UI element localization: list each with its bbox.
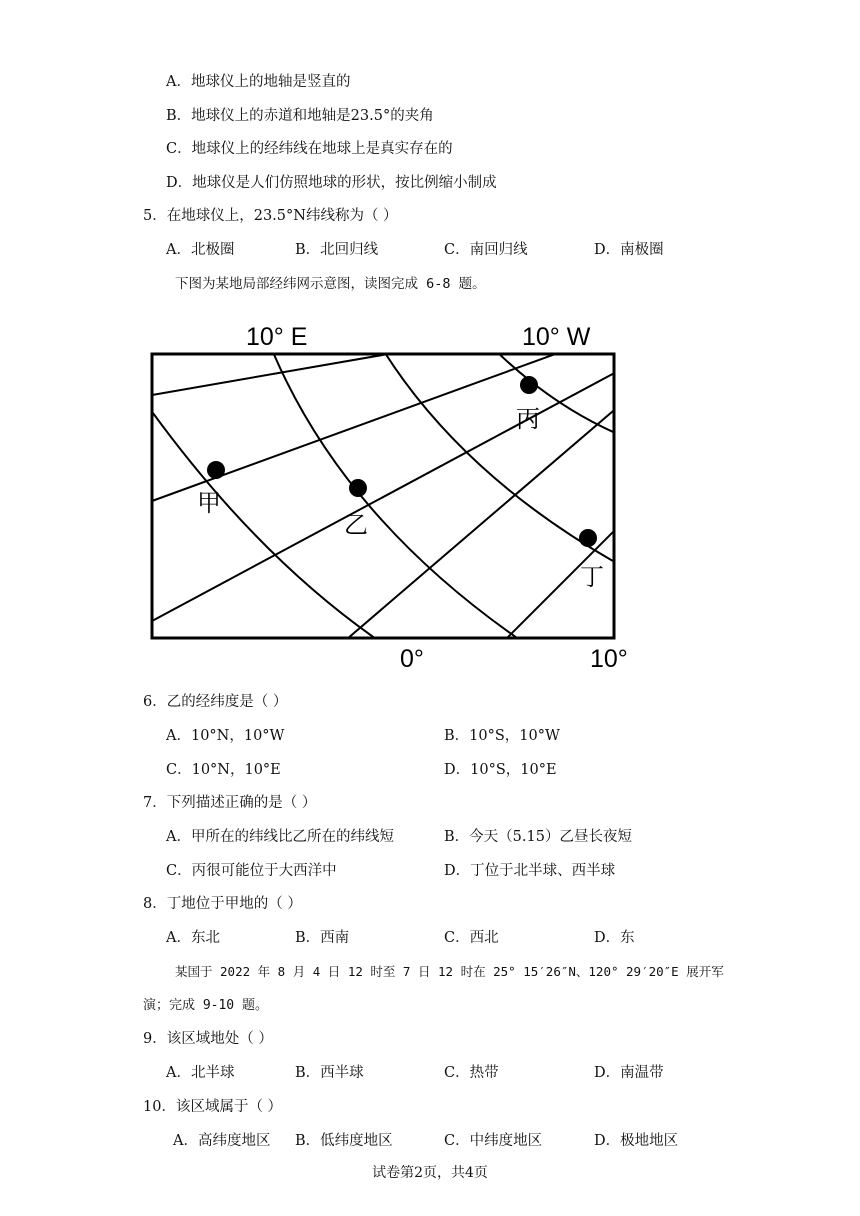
- intro-6-8: 下图为某地局部经纬网示意图，读图完成 6-8 题。: [175, 276, 486, 292]
- page-footer: 试卷第2页，共4页: [372, 1165, 488, 1181]
- q9-option-d: D．南温带: [594, 1065, 664, 1081]
- parallel-line-4: [340, 405, 620, 645]
- q8-option-c: C．西北: [444, 930, 499, 946]
- q6-option-b: B．10°S，10°W: [444, 728, 560, 744]
- q6-option-a: A．10°N，10°W: [166, 728, 285, 744]
- q10-option-c: C．中纬度地区: [444, 1133, 543, 1149]
- q10-option-a: A．高纬度地区: [173, 1133, 271, 1149]
- q8-stem: 8．丁地位于甲地的（ ）: [143, 896, 302, 912]
- q4-option-b: B．地球仪上的赤道和地轴是23.5°的夹角: [166, 108, 434, 124]
- q5-option-a: A．北极圈: [166, 242, 235, 258]
- q6-stem: 6．乙的经纬度是（ ）: [143, 694, 288, 710]
- point-yi-marker: [349, 479, 367, 497]
- q4-option-c: C．地球仪上的经纬线在地球上是真实存在的: [166, 141, 453, 157]
- q7-option-c: C．丙很可能位于大西洋中: [166, 863, 337, 879]
- map-label-top-left: 10° E: [246, 323, 308, 351]
- intro-9-10-line2: 演；完成 9-10 题。: [143, 998, 268, 1013]
- q9-stem: 9．该区域地处（ ）: [143, 1031, 273, 1047]
- q5-option-c: C．南回归线: [444, 242, 528, 258]
- intro-9-10-line1: 某国于 2022 年 8 月 4 日 12 时至 7 日 12 时在 25° 15′26″N、120° 29′20″E 展开军: [175, 964, 724, 979]
- q8-option-d: D．东: [594, 930, 635, 946]
- parallel-line-3: [152, 370, 620, 621]
- q9-option-a: A．北半球: [166, 1065, 235, 1081]
- q7-option-d: D．丁位于北半球、西半球: [444, 863, 616, 879]
- point-jia-label: 甲: [197, 489, 221, 517]
- q7-option-a: A．甲所在的纬线比乙所在的纬线短: [166, 829, 394, 845]
- meridian-line-2: [270, 345, 520, 640]
- q8-option-b: B．西南: [295, 930, 350, 946]
- q9-option-b: B．西半球: [295, 1065, 364, 1081]
- point-jia-marker: [207, 461, 225, 479]
- q5-option-d: D．南极圈: [594, 242, 664, 258]
- map-label-top-right: 10° W: [522, 323, 591, 351]
- q4-option-d: D．地球仪是人们仿照地球的形状，按比例缩小制成: [166, 175, 497, 191]
- q5-option-b: B．北回归线: [295, 242, 379, 258]
- q6-option-c: C．10°N，10°E: [166, 762, 281, 778]
- q10-option-b: B．低纬度地区: [295, 1133, 393, 1149]
- q5-stem: 5．在地球仪上，23.5°N纬线称为（ ）: [143, 208, 398, 224]
- point-ding-label: 丁: [580, 563, 604, 591]
- point-yi-label: 乙: [344, 511, 368, 539]
- graticule-map: [140, 315, 640, 675]
- q9-option-c: C．热带: [444, 1065, 499, 1081]
- map-label-bottom-mid: 0°: [400, 645, 424, 673]
- q8-option-a: A．东北: [166, 930, 220, 946]
- q6-option-d: D．10°S，10°E: [444, 762, 557, 778]
- point-ding-marker: [579, 529, 597, 547]
- q7-option-b: B．今天（5.15）乙昼长夜短: [444, 829, 632, 845]
- q10-stem: 10．该区域属于（ ）: [143, 1099, 283, 1115]
- q4-option-a: A．地球仪上的地轴是竖直的: [166, 74, 351, 90]
- map-label-bottom-right: 10°: [590, 645, 628, 673]
- point-bing-marker: [520, 376, 538, 394]
- q10-option-d: D．极地地区: [594, 1133, 679, 1149]
- point-bing-label: 丙: [516, 405, 540, 433]
- q7-stem: 7．下列描述正确的是（ ）: [143, 795, 317, 811]
